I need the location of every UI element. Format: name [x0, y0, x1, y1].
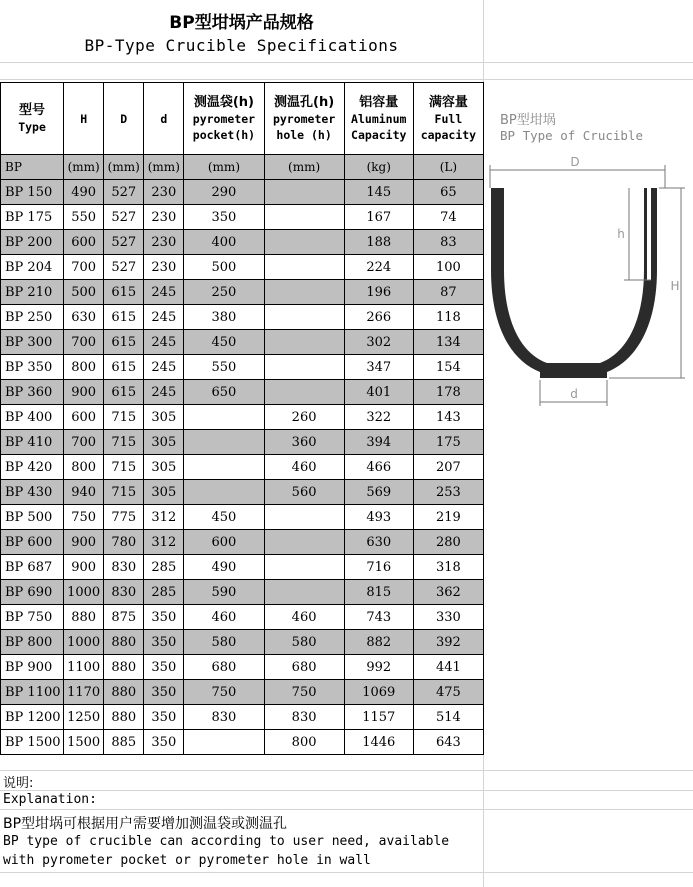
- table-cell: 882: [344, 630, 413, 655]
- table-cell: BP 1100: [1, 680, 64, 705]
- table-cell: 830: [104, 580, 144, 605]
- table-row: [1, 705, 484, 730]
- table-cell: 615: [104, 355, 144, 380]
- table-cell: BP 900: [1, 655, 64, 680]
- table-cell: 800: [64, 455, 104, 480]
- table-cell: 441: [413, 655, 483, 680]
- diagram-title-zh: BP型坩埚: [500, 113, 556, 128]
- table-cell: 302: [344, 330, 413, 355]
- grid-line: [0, 790, 693, 791]
- table-cell: [264, 505, 344, 530]
- table-cell: 1500: [64, 730, 104, 755]
- table-cell: 280: [413, 530, 483, 555]
- table-row: [1, 330, 484, 355]
- table-cell: [264, 330, 344, 355]
- table-row: [1, 380, 484, 405]
- label-d: d: [570, 387, 578, 401]
- table-cell: 230: [144, 205, 184, 230]
- table-cell: BP 1200: [1, 705, 64, 730]
- table-row: [1, 230, 484, 255]
- table-cell: 1100: [64, 655, 104, 680]
- table-cell: 312: [144, 530, 184, 555]
- table-cell: 305: [144, 455, 184, 480]
- table-cell: 885: [104, 730, 144, 755]
- table-cell: 230: [144, 180, 184, 205]
- table-cell: 550: [184, 355, 264, 380]
- table-cell: 700: [64, 255, 104, 280]
- col-aluminum: 铝容量 Aluminum Capacity: [344, 83, 413, 155]
- pyrometer-pocket: [647, 188, 651, 280]
- table-cell: 500: [64, 280, 104, 305]
- table-cell: BP 250: [1, 305, 64, 330]
- table-cell: 880: [104, 705, 144, 730]
- table-cell: 175: [413, 430, 483, 455]
- table-cell: 715: [104, 430, 144, 455]
- table-cell: BP 600: [1, 530, 64, 555]
- table-cell: BP 430: [1, 480, 64, 505]
- col-pocket: 测温袋(h) pyrometer pocket(h): [184, 83, 264, 155]
- table-cell: 290: [184, 180, 264, 205]
- table-cell: 900: [64, 380, 104, 405]
- table-cell: [184, 730, 264, 755]
- table-row: [1, 180, 484, 205]
- unit-cell: (kg): [344, 155, 413, 180]
- table-cell: 643: [413, 730, 483, 755]
- crucible-body: [491, 188, 657, 378]
- page-title-zh: BP型坩埚产品规格: [169, 13, 314, 33]
- table-cell: 880: [104, 655, 144, 680]
- note-text-en-2: with pyrometer pocket or pyrometer hole in wall: [3, 853, 371, 868]
- table-cell: 800: [64, 355, 104, 380]
- table-cell: 230: [144, 230, 184, 255]
- table-cell: 580: [264, 630, 344, 655]
- table-cell: 285: [144, 580, 184, 605]
- table-row: [1, 555, 484, 580]
- label-H: H: [670, 279, 680, 293]
- table-cell: 490: [64, 180, 104, 205]
- table-cell: 392: [413, 630, 483, 655]
- table-cell: 224: [344, 255, 413, 280]
- table-cell: 780: [104, 530, 144, 555]
- table-cell: BP 360: [1, 380, 64, 405]
- table-cell: 143: [413, 405, 483, 430]
- table-cell: 350: [144, 730, 184, 755]
- table-cell: 100: [413, 255, 483, 280]
- table-cell: 83: [413, 230, 483, 255]
- table-cell: 600: [64, 405, 104, 430]
- table-cell: 178: [413, 380, 483, 405]
- table-cell: 245: [144, 305, 184, 330]
- table-cell: 1069: [344, 680, 413, 705]
- table-cell: [264, 280, 344, 305]
- col-type: 型号 Type: [1, 83, 64, 155]
- table-cell: 250: [184, 280, 264, 305]
- table-cell: 167: [344, 205, 413, 230]
- table-cell: 880: [64, 605, 104, 630]
- table-cell: 350: [144, 630, 184, 655]
- table-cell: 500: [184, 255, 264, 280]
- table-row: [1, 505, 484, 530]
- table-cell: 134: [413, 330, 483, 355]
- table-cell: BP 750: [1, 605, 64, 630]
- units-row: [1, 155, 484, 180]
- table-cell: [264, 530, 344, 555]
- table-cell: 394: [344, 430, 413, 455]
- table-cell: 460: [264, 455, 344, 480]
- unit-cell: (mm): [64, 155, 104, 180]
- table-cell: 350: [184, 205, 264, 230]
- table-cell: 1157: [344, 705, 413, 730]
- table-cell: 750: [64, 505, 104, 530]
- grid-line: [0, 770, 693, 771]
- table-cell: BP 400: [1, 405, 64, 430]
- table-row: [1, 530, 484, 555]
- table-cell: 800: [264, 730, 344, 755]
- note-text-zh: BP型坩埚可根据用户需要增加测温袋或测温孔: [3, 816, 288, 832]
- table-cell: 527: [104, 205, 144, 230]
- table-cell: [264, 555, 344, 580]
- table-cell: 245: [144, 355, 184, 380]
- table-row: [1, 630, 484, 655]
- grid-line: [0, 79, 693, 80]
- table-cell: 360: [264, 430, 344, 455]
- table-cell: BP 1500: [1, 730, 64, 755]
- table-cell: 1170: [64, 680, 104, 705]
- table-cell: 615: [104, 305, 144, 330]
- table-cell: 580: [184, 630, 264, 655]
- table-cell: 350: [144, 655, 184, 680]
- table-cell: 527: [104, 180, 144, 205]
- table-cell: 475: [413, 680, 483, 705]
- table-cell: 460: [184, 605, 264, 630]
- table-cell: BP 410: [1, 430, 64, 455]
- table-cell: 253: [413, 480, 483, 505]
- table-cell: 615: [104, 280, 144, 305]
- table-cell: 615: [104, 380, 144, 405]
- table-row: [1, 580, 484, 605]
- note-label-zh: 说明:: [3, 776, 34, 791]
- table-cell: 569: [344, 480, 413, 505]
- table-cell: 450: [184, 330, 264, 355]
- col-full: 满容量 Full capacity: [413, 83, 483, 155]
- table-cell: [264, 380, 344, 405]
- unit-cell: (mm): [104, 155, 144, 180]
- table-cell: [264, 180, 344, 205]
- table-cell: 305: [144, 405, 184, 430]
- table-cell: 600: [64, 230, 104, 255]
- unit-cell: BP: [1, 155, 64, 180]
- col-hole: 测温孔(h) pyrometer hole (h): [264, 83, 344, 155]
- table-cell: 716: [344, 555, 413, 580]
- table-cell: 400: [184, 230, 264, 255]
- table-cell: 230: [144, 255, 184, 280]
- table-cell: 715: [104, 405, 144, 430]
- table-cell: 266: [344, 305, 413, 330]
- grid-line: [0, 809, 693, 810]
- table-cell: 750: [184, 680, 264, 705]
- table-cell: 145: [344, 180, 413, 205]
- table-cell: 401: [344, 380, 413, 405]
- table-row: [1, 405, 484, 430]
- table-cell: BP 690: [1, 580, 64, 605]
- table-cell: [264, 580, 344, 605]
- col-dsmall: d: [144, 83, 184, 155]
- table-cell: 245: [144, 280, 184, 305]
- table-row: [1, 355, 484, 380]
- table-row: [1, 305, 484, 330]
- table-cell: 992: [344, 655, 413, 680]
- table-cell: 590: [184, 580, 264, 605]
- unit-cell: (mm): [144, 155, 184, 180]
- table-cell: 312: [144, 505, 184, 530]
- table-cell: 815: [344, 580, 413, 605]
- table-cell: 830: [264, 705, 344, 730]
- table-cell: 154: [413, 355, 483, 380]
- table-cell: 743: [344, 605, 413, 630]
- table-cell: 940: [64, 480, 104, 505]
- table-cell: [264, 305, 344, 330]
- table-cell: 700: [64, 330, 104, 355]
- table-cell: [264, 355, 344, 380]
- table-cell: 630: [344, 530, 413, 555]
- note-text-en-1: BP type of crucible can according to user need, available: [3, 834, 450, 849]
- table-row: [1, 280, 484, 305]
- table-cell: 1250: [64, 705, 104, 730]
- label-D: D: [570, 155, 580, 169]
- table-cell: 900: [64, 530, 104, 555]
- table-row: [1, 655, 484, 680]
- table-cell: 615: [104, 330, 144, 355]
- table-cell: 322: [344, 405, 413, 430]
- table-cell: BP 300: [1, 330, 64, 355]
- table-cell: 880: [104, 680, 144, 705]
- table-cell: 207: [413, 455, 483, 480]
- table-cell: 196: [344, 280, 413, 305]
- table-cell: 680: [264, 655, 344, 680]
- table-cell: BP 420: [1, 455, 64, 480]
- table-cell: BP 800: [1, 630, 64, 655]
- table-cell: 900: [64, 555, 104, 580]
- table-cell: 350: [144, 680, 184, 705]
- table-cell: 493: [344, 505, 413, 530]
- table-row: [1, 430, 484, 455]
- table-cell: 514: [413, 705, 483, 730]
- table-row: [1, 480, 484, 505]
- table-cell: 490: [184, 555, 264, 580]
- table-cell: 219: [413, 505, 483, 530]
- col-d: D: [104, 83, 144, 155]
- table-cell: 362: [413, 580, 483, 605]
- label-h: h: [617, 227, 625, 241]
- table-cell: 550: [64, 205, 104, 230]
- table-row: [1, 205, 484, 230]
- table-cell: 715: [104, 480, 144, 505]
- table-cell: 466: [344, 455, 413, 480]
- table-cell: BP 175: [1, 205, 64, 230]
- table-cell: 350: [144, 605, 184, 630]
- table-cell: 118: [413, 305, 483, 330]
- table-cell: 680: [184, 655, 264, 680]
- unit-cell: (mm): [184, 155, 264, 180]
- table-cell: 318: [413, 555, 483, 580]
- table-cell: 74: [413, 205, 483, 230]
- table-cell: 775: [104, 505, 144, 530]
- grid-line: [0, 62, 693, 63]
- table-cell: 460: [264, 605, 344, 630]
- header-row: [1, 83, 484, 155]
- table-cell: 285: [144, 555, 184, 580]
- table-cell: 830: [104, 555, 144, 580]
- table-cell: 750: [264, 680, 344, 705]
- table-cell: BP 204: [1, 255, 64, 280]
- table-cell: 305: [144, 430, 184, 455]
- table-cell: 347: [344, 355, 413, 380]
- table-row: [1, 255, 484, 280]
- table-cell: 715: [104, 455, 144, 480]
- table-cell: [264, 205, 344, 230]
- table-cell: 600: [184, 530, 264, 555]
- table-row: [1, 730, 484, 755]
- unit-cell: (L): [413, 155, 483, 180]
- table-body: [1, 180, 484, 755]
- table-cell: BP 500: [1, 505, 64, 530]
- table-cell: [184, 405, 264, 430]
- table-row: [1, 455, 484, 480]
- table-row: [1, 605, 484, 630]
- table-cell: 380: [184, 305, 264, 330]
- spec-table: [0, 82, 484, 755]
- table-cell: BP 687: [1, 555, 64, 580]
- table-cell: 1446: [344, 730, 413, 755]
- table-cell: 188: [344, 230, 413, 255]
- table-cell: 830: [184, 705, 264, 730]
- page-title-en: BP-Type Crucible Specifications: [84, 36, 399, 55]
- col-h: H: [64, 83, 104, 155]
- grid-line: [0, 872, 693, 873]
- table-cell: [184, 455, 264, 480]
- table-cell: 875: [104, 605, 144, 630]
- table-cell: 330: [413, 605, 483, 630]
- table-cell: [184, 430, 264, 455]
- table-cell: 350: [144, 705, 184, 730]
- table-cell: 87: [413, 280, 483, 305]
- table-cell: 245: [144, 380, 184, 405]
- table-cell: BP 210: [1, 280, 64, 305]
- unit-cell: (mm): [264, 155, 344, 180]
- table-cell: 1000: [64, 630, 104, 655]
- table-cell: BP 150: [1, 180, 64, 205]
- table-cell: 305: [144, 480, 184, 505]
- table-cell: 880: [104, 630, 144, 655]
- table-cell: 650: [184, 380, 264, 405]
- table-cell: BP 350: [1, 355, 64, 380]
- table-cell: 700: [64, 430, 104, 455]
- table-row: [1, 680, 484, 705]
- table-cell: [184, 480, 264, 505]
- table-cell: [264, 230, 344, 255]
- table-cell: 450: [184, 505, 264, 530]
- crucible-diagram: [485, 150, 690, 410]
- table-cell: BP 200: [1, 230, 64, 255]
- table-cell: 260: [264, 405, 344, 430]
- table-cell: 527: [104, 230, 144, 255]
- table-cell: 1000: [64, 580, 104, 605]
- diagram-title-en: BP Type of Crucible: [500, 128, 643, 143]
- note-label-en: Explanation:: [3, 792, 97, 807]
- table-cell: 527: [104, 255, 144, 280]
- table-cell: 630: [64, 305, 104, 330]
- table-cell: 560: [264, 480, 344, 505]
- table-cell: 65: [413, 180, 483, 205]
- table-cell: 245: [144, 330, 184, 355]
- table-cell: [264, 255, 344, 280]
